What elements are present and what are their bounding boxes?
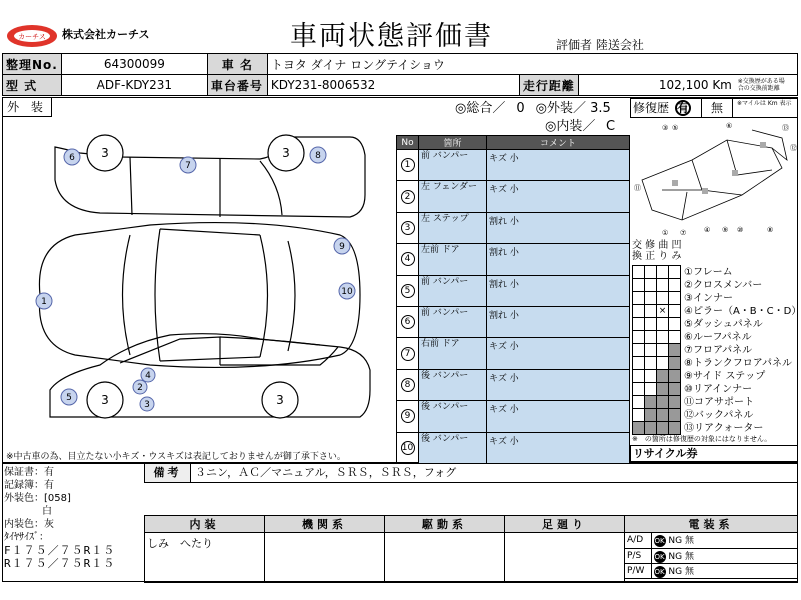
damage-no: 1 xyxy=(401,158,415,172)
ok-mark: OK xyxy=(654,537,665,546)
frame-grid-cell xyxy=(645,344,657,357)
frame-grid-cell xyxy=(657,318,669,331)
damage-table xyxy=(396,135,630,464)
evaluator-label: 評価者 xyxy=(556,38,593,52)
exterior-grade: 3.5 xyxy=(590,101,611,116)
damage-part: 左 フェンダー xyxy=(419,181,487,212)
frame-grid-cell xyxy=(669,409,681,422)
frame-item: ②クロスメンバー xyxy=(684,280,763,291)
damage-header-part: 箇所 xyxy=(419,136,487,150)
damage-no: 9 xyxy=(401,409,415,423)
frame-grid-cell xyxy=(657,422,669,435)
damage-row xyxy=(397,306,630,337)
damage-row xyxy=(397,150,630,181)
frame-grid-cell xyxy=(669,370,681,383)
frame-item: ⑬リアクォーター xyxy=(684,423,764,434)
vehicle-info-table xyxy=(2,53,798,96)
engine-notes xyxy=(265,533,385,583)
frame-legend-row1: 交 修 曲 凹 xyxy=(632,240,682,251)
tire-front: F１７５／７５R１５ xyxy=(4,544,116,557)
frame-grid-cell xyxy=(657,331,669,344)
electrical-label: P/W xyxy=(625,563,651,578)
svg-text:3: 3 xyxy=(144,400,150,410)
ext-color-label: 外装色： xyxy=(4,493,44,504)
damage-comment: キズ 小 xyxy=(487,401,630,432)
tire-label-1: 3 xyxy=(101,146,109,160)
damage-no-cell xyxy=(397,369,419,400)
frame-grid-cell: × xyxy=(657,305,669,318)
svg-text:2: 2 xyxy=(137,383,143,393)
frame-grid-cell xyxy=(645,370,657,383)
tire-label-3: 3 xyxy=(101,393,109,407)
damage-no: 7 xyxy=(401,347,415,361)
damage-row xyxy=(397,369,630,400)
damage-comment: 割れ 小 xyxy=(487,275,630,306)
ng-mark: NG xyxy=(668,566,683,577)
drive-notes xyxy=(385,533,505,583)
damage-no: 3 xyxy=(401,221,415,235)
damage-no-cell xyxy=(397,212,419,243)
ext-color-code: [058] xyxy=(44,493,71,504)
repair-yes: 有 xyxy=(676,101,689,115)
int-color: 内装色：灰 xyxy=(4,519,54,530)
chassis-value: KDY231-8006532 xyxy=(267,75,519,96)
electrical-cell xyxy=(625,533,798,583)
damage-no: 2 xyxy=(401,190,415,204)
overall-grade: 0 xyxy=(516,101,525,116)
svg-text:10: 10 xyxy=(341,287,353,297)
svg-text:④: ④ xyxy=(704,226,711,234)
svg-text:⑧: ⑧ xyxy=(767,226,774,234)
damage-part: 後 バンパー xyxy=(419,401,487,432)
frame-grid-cell xyxy=(633,305,645,318)
electrical-label: P/S xyxy=(625,548,651,563)
frame-item: ⑪コアサポート xyxy=(684,397,754,408)
frame-grid-cell xyxy=(645,383,657,396)
frame-grid-cell xyxy=(669,422,681,435)
page-title: 車両状態評価書 xyxy=(290,21,493,52)
left-info xyxy=(4,466,115,570)
frame-item: ③インナー xyxy=(684,293,733,304)
evaluator-value: 陸送会社 xyxy=(595,38,644,52)
frame-diagram xyxy=(632,120,796,238)
frame-grid-cell xyxy=(645,279,657,292)
damage-no-cell xyxy=(397,306,419,337)
mileage-cell xyxy=(578,75,797,96)
damage-no: 6 xyxy=(401,315,415,329)
svg-text:⑩: ⑩ xyxy=(737,226,744,234)
remarks xyxy=(144,463,798,483)
none-mark: 無 xyxy=(684,551,694,562)
interior-grade-label: ◎内装／ xyxy=(545,119,596,134)
frame-grid-cell xyxy=(645,305,657,318)
damage-part: 左前 ドア xyxy=(419,244,487,275)
frame-item: ④ピラー（A・B・C・D） xyxy=(684,306,801,317)
suspension-header: 足廻り xyxy=(505,516,625,533)
svg-text:9: 9 xyxy=(339,242,345,252)
repair-note: ※マイルは Km 表示 xyxy=(737,100,792,107)
damage-comment: 割れ 小 xyxy=(487,244,630,275)
damage-no: 10 xyxy=(401,442,414,453)
record-book: 記録簿：有 xyxy=(4,480,54,491)
frame-grid-cell xyxy=(669,396,681,409)
damage-no-cell xyxy=(397,432,419,463)
damage-row xyxy=(397,181,630,212)
mileage-label: 走行距離 xyxy=(519,75,578,96)
frame-grid-cell xyxy=(657,409,669,422)
svg-text:⑥: ⑥ xyxy=(726,122,733,130)
damage-comment: 割れ 小 xyxy=(487,306,630,337)
damage-no: 4 xyxy=(401,252,415,266)
frame-grid-cell xyxy=(669,292,681,305)
frame-grid-cell xyxy=(645,357,657,370)
car-diagram xyxy=(20,125,390,450)
repair-no: 無 xyxy=(701,99,733,117)
frame-item: ⑥ルーフパネル xyxy=(684,332,752,343)
management-no-label: 整理No. xyxy=(3,54,62,75)
svg-text:⑨: ⑨ xyxy=(722,226,729,234)
svg-text:⑪: ⑪ xyxy=(634,184,641,192)
damage-no-cell xyxy=(397,150,419,181)
management-no: 64300099 xyxy=(61,54,207,75)
recycle-ticket: リサイクル券 xyxy=(630,445,798,462)
ok-mark: OK xyxy=(654,552,665,561)
frame-legend xyxy=(632,240,692,262)
chassis-label: 車台番号 xyxy=(207,75,267,96)
frame-grid-cell xyxy=(657,344,669,357)
svg-text:5: 5 xyxy=(66,393,72,403)
svg-text:③: ③ xyxy=(662,124,669,132)
frame-grid-cell xyxy=(669,383,681,396)
repair-history xyxy=(630,98,798,118)
frame-grid-cell xyxy=(669,279,681,292)
frame-grid-cell xyxy=(633,396,645,409)
exterior-grade-label: ◎外装／ xyxy=(535,101,586,116)
model-label: 型 式 xyxy=(3,75,62,96)
damage-part: 右前 ドア xyxy=(419,338,487,369)
frame-grid-cell xyxy=(633,344,645,357)
frame-grid-cell xyxy=(657,292,669,305)
tire-rear: R１７５／７５R１５ xyxy=(4,557,116,570)
frame-grid-cell xyxy=(633,292,645,305)
frame-grid-cell xyxy=(669,266,681,279)
damage-no-cell xyxy=(397,244,419,275)
frame-item: ⑤ダッシュパネル xyxy=(684,319,763,330)
frame-grid-cell xyxy=(633,370,645,383)
evaluator xyxy=(556,36,644,53)
damage-part: 前 バンパー xyxy=(419,306,487,337)
damage-row xyxy=(397,212,630,243)
model-value: ADF-KDY231 xyxy=(61,75,207,96)
frame-grid-cell xyxy=(657,279,669,292)
frame-grid-cell xyxy=(633,409,645,422)
overall-label: ◎総合／ xyxy=(455,101,506,116)
frame-grid-cell xyxy=(633,422,645,435)
damage-row xyxy=(397,401,630,432)
ng-mark: NG xyxy=(668,551,683,562)
tire-label-2: 3 xyxy=(282,146,290,160)
interior-header: 内装 xyxy=(145,516,265,533)
engine-header: 機関系 xyxy=(265,516,385,533)
frame-grid-cell xyxy=(633,357,645,370)
electrical-row xyxy=(625,533,797,548)
frame-note: ※ の箇所は修復歴の対象にはなりません。 xyxy=(632,435,772,443)
frame-item: ⑩リアインナー xyxy=(684,384,753,395)
svg-text:⑦: ⑦ xyxy=(680,229,687,237)
frame-grid-cell xyxy=(657,266,669,279)
footnote: ※中古車の為、目立たない小キズ・ウスキズは表記しておりませんが御了承下さい。 xyxy=(6,452,346,462)
damage-no-cell xyxy=(397,401,419,432)
damage-part: 後 バンパー xyxy=(419,369,487,400)
damage-part: 後 バンパー xyxy=(419,432,487,463)
frame-grid-cell xyxy=(645,422,657,435)
damage-header-no: No xyxy=(397,136,419,150)
interior-grade: C xyxy=(605,119,616,134)
car-name-label: 車 名 xyxy=(207,54,267,75)
frame-item: ⑨サイド ステップ xyxy=(684,371,766,382)
repair-history-label: 修復歴 xyxy=(633,101,670,115)
ok-mark: OK xyxy=(654,567,665,576)
remarks-label: 備考 xyxy=(145,464,191,482)
svg-text:8: 8 xyxy=(315,151,321,161)
svg-text:①: ① xyxy=(662,229,669,237)
svg-text:1: 1 xyxy=(41,297,47,307)
damage-no-cell xyxy=(397,338,419,369)
frame-grid-cell xyxy=(669,357,681,370)
frame-grid-cell xyxy=(657,357,669,370)
damage-no-cell xyxy=(397,275,419,306)
damage-row xyxy=(397,432,630,463)
frame-grid-cell xyxy=(645,266,657,279)
damage-comment: キズ 小 xyxy=(487,150,630,181)
frame-item: ①フレーム xyxy=(684,267,733,278)
company-logo xyxy=(6,22,58,48)
suspension-notes xyxy=(505,533,625,583)
frame-grid-cell xyxy=(645,292,657,305)
mileage-note: ※交換歴がある場合の交換前距離 xyxy=(737,78,785,93)
frame-item: ⑦フロアパネル xyxy=(684,345,753,356)
damage-row xyxy=(397,244,630,275)
damage-comment: キズ 小 xyxy=(487,432,630,463)
frame-grid-cell xyxy=(645,318,657,331)
damage-part: 前 バンパー xyxy=(419,150,487,181)
damage-no-cell xyxy=(397,181,419,212)
mileage-value: 102,100 Km xyxy=(658,78,732,93)
frame-legend-row2: 換 正 り み xyxy=(632,251,682,262)
ext-color: 白 xyxy=(42,506,52,517)
interior-notes: しみ へたり xyxy=(145,533,265,583)
frame-grid-cell xyxy=(633,383,645,396)
remarks-value: ３ニン，ＡＣ／マニュアル，ＳＲＳ，ＳＲＳ，フォグ xyxy=(195,466,457,479)
damage-comment: キズ 小 xyxy=(487,338,630,369)
frame-grid-cell xyxy=(657,383,669,396)
frame-grid-cell xyxy=(669,331,681,344)
exterior-label: 外 装 xyxy=(2,97,52,117)
company-name: 株式会社カーチス xyxy=(62,28,150,41)
tire-size-label: ﾀｲﾔｻｲｽﾞ： xyxy=(4,532,49,543)
damage-header-comment: コメント xyxy=(487,136,630,150)
grades xyxy=(455,100,621,136)
svg-text:7: 7 xyxy=(185,161,191,171)
svg-text:⑤: ⑤ xyxy=(672,124,679,132)
electrical-header: 電装系 xyxy=(625,516,798,533)
none-mark: 無 xyxy=(684,566,694,577)
damage-part: 前 バンパー xyxy=(419,275,487,306)
electrical-row xyxy=(625,563,797,578)
svg-text:⑬: ⑬ xyxy=(782,124,789,132)
damage-part: 左 ステップ xyxy=(419,212,487,243)
frame-grid-cell xyxy=(669,344,681,357)
frame-item: ⑧トランクフロアパネル xyxy=(684,358,792,369)
frame-grid-cell xyxy=(633,266,645,279)
frame-grid-cell xyxy=(645,396,657,409)
damage-no: 5 xyxy=(401,284,415,298)
frame-grid-cell xyxy=(657,396,669,409)
frame-grid-cell xyxy=(669,318,681,331)
damage-comment: 割れ 小 xyxy=(487,212,630,243)
damage-no: 8 xyxy=(401,378,415,392)
electrical-label: A/D xyxy=(625,533,651,548)
tire-label-4: 3 xyxy=(276,393,284,407)
damage-row xyxy=(397,338,630,369)
damage-comment: キズ 小 xyxy=(487,181,630,212)
frame-grid-cell xyxy=(645,409,657,422)
damage-comment: キズ 小 xyxy=(487,369,630,400)
frame-grid-cell xyxy=(657,370,669,383)
ng-mark: NG xyxy=(668,536,683,547)
damage-row xyxy=(397,275,630,306)
frame-grid-cell xyxy=(633,279,645,292)
svg-text:⑫: ⑫ xyxy=(790,144,797,152)
frame-grid-cell xyxy=(633,318,645,331)
svg-text:4: 4 xyxy=(145,371,151,381)
none-mark: 無 xyxy=(684,536,694,547)
frame-grid-cell xyxy=(645,331,657,344)
drive-header: 駆動系 xyxy=(385,516,505,533)
inspection-table xyxy=(144,515,798,583)
frame-grid-cell xyxy=(633,331,645,344)
frame-grid xyxy=(632,265,681,435)
svg-text:6: 6 xyxy=(69,153,75,163)
logo-text: カーチス xyxy=(18,33,46,41)
frame-grid-cell xyxy=(669,305,681,318)
frame-list xyxy=(684,266,800,435)
car-name: トヨタ ダイナ ロングテイショウ xyxy=(267,54,797,75)
frame-item: ⑫バックパネル xyxy=(684,410,754,421)
warranty: 保証書：有 xyxy=(4,467,54,478)
electrical-row xyxy=(625,548,797,563)
